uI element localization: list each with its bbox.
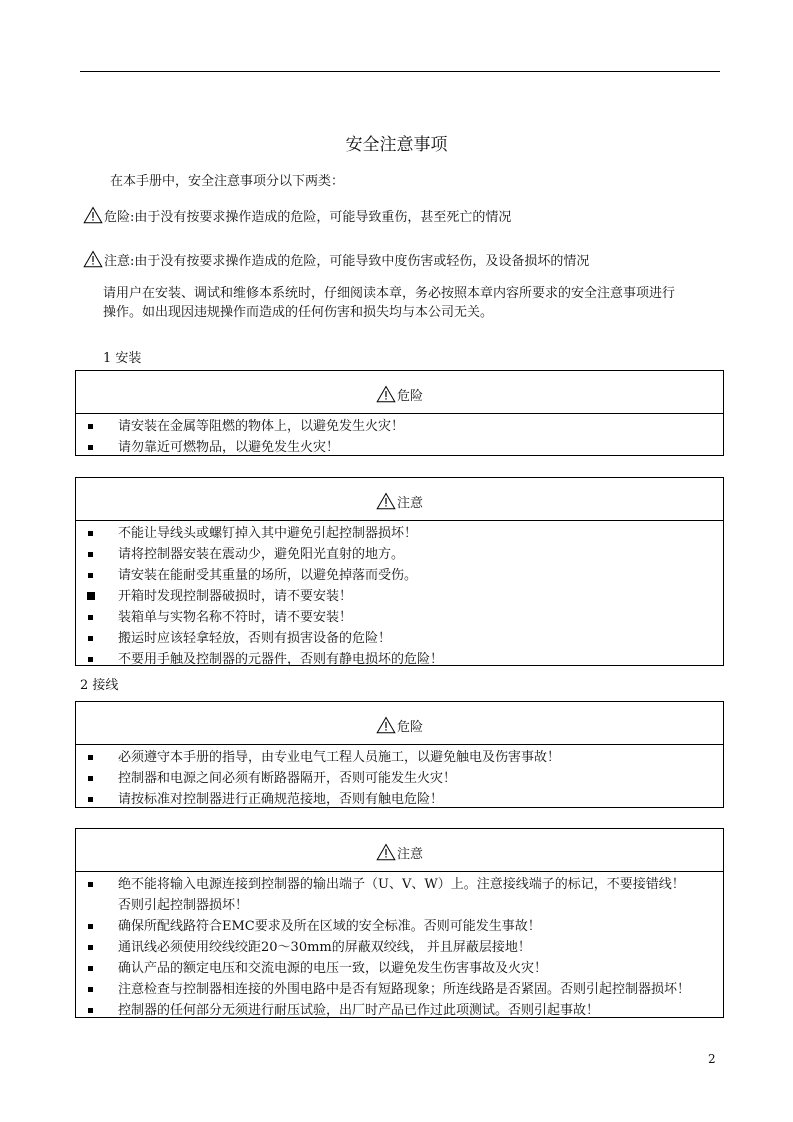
bullet-icon xyxy=(88,797,93,802)
list-item: 请按标准对控制器进行正确规范接地，否则有触电危险！ xyxy=(76,789,723,810)
bullet-icon xyxy=(87,592,95,600)
list-item: 通讯线必须使用绞线绞距20～30mm的屏蔽双绞线， 并且屏蔽层接地！ xyxy=(76,937,723,958)
wiring-caution-box xyxy=(75,828,724,1018)
list-item: 不要用手触及控制器的元器件，否则有静电损坏的危险！ xyxy=(76,649,723,670)
list-item: 请安装在能耐受其重量的场所，以避免掉落而受伤。 xyxy=(76,565,723,586)
list-item: 请勿靠近可燃物品，以避免发生火灾！ xyxy=(76,437,723,458)
notice-line-2: 操作。如出现因违规操作而造成的任何伤害和损失均与本公司无关。 xyxy=(103,305,494,320)
danger-definition xyxy=(83,206,511,228)
list-item: 请将控制器安装在震动少，避免阳光直射的地方。 xyxy=(76,544,723,565)
bullet-icon xyxy=(88,966,93,971)
bullet-icon xyxy=(88,987,93,992)
warning-icon xyxy=(83,206,103,224)
caution-definition xyxy=(83,250,589,272)
box-heading xyxy=(76,702,723,745)
install-danger-box xyxy=(75,370,724,456)
notice-line-1: 请用户在安装、调试和维修本系统时，仔细阅读本章，务必按照本章内容所要求的安全注意事项进行 xyxy=(103,286,676,301)
list-item: 控制器和电源之间必须有断路器隔开，否则可能发生火灾！ xyxy=(76,768,723,789)
box-heading xyxy=(76,478,723,521)
page-number: 2 xyxy=(708,1052,716,1066)
list-item: 绝不能将输入电源连接到控制器的输出端子（U、V、W）上。注意接线端子的标记，不要接错线！ xyxy=(76,874,723,895)
list-item: 控制器的任何部分无须进行耐压试验，出厂时产品已作过此项测试。否则引起事故！ xyxy=(76,1000,723,1021)
warning-icon xyxy=(376,716,396,734)
warning-icon xyxy=(376,843,396,861)
list-item: 搬运时应该轻拿轻放，否则有损害设备的危险！ xyxy=(76,628,723,649)
bullet-icon xyxy=(88,776,93,781)
wiring-danger-box xyxy=(75,701,724,808)
caution-definition-text: 注意:由于没有按要求操作造成的危险，可能导致中度伤害或轻伤，及设备损坏的情况 xyxy=(104,254,590,269)
list-item: 确认产品的额定电压和交流电源的电压一致，以避免发生伤害事故及火灾！ xyxy=(76,958,723,979)
bullet-icon xyxy=(88,445,93,450)
section-wiring-heading: 2 接线 xyxy=(80,678,119,693)
list-item: 确保所配线路符合EMC要求及所在区域的安全标准。否则可能发生事故！ xyxy=(76,916,723,937)
intro-text: 在本手册中，安全注意事项分以下两类： xyxy=(110,174,345,189)
list-item: 开箱时发现控制器破损时，请不要安装！ xyxy=(76,586,723,607)
bullet-icon xyxy=(88,424,93,429)
bullet-icon xyxy=(88,636,93,641)
box-heading-label: 危险 xyxy=(396,720,423,735)
box-heading xyxy=(76,371,723,414)
box-heading-label: 危险 xyxy=(396,389,423,404)
warning-icon xyxy=(376,492,396,510)
list-item: 必须遵守本手册的指导，由专业电气工程人员施工，以避免触电及伤害事故！ xyxy=(76,747,723,768)
list-item: 装箱单与实物名称不符时，请不要安装！ xyxy=(76,607,723,628)
bullet-icon xyxy=(88,945,93,950)
bullet-icon xyxy=(88,755,93,760)
list-item: 请安装在金属等阻燃的物体上，以避免发生火灾！ xyxy=(76,416,723,437)
bullet-icon xyxy=(88,531,93,536)
bullet-icon xyxy=(88,615,93,620)
list-item: 注意检查与控制器相连接的外围电路中是否有短路现象；所连线路是否紧固。否则引起控制器损坏！ xyxy=(76,979,723,1000)
bullet-icon xyxy=(88,552,93,557)
page-title: 安全注意事项 xyxy=(345,135,448,155)
bullet-icon xyxy=(88,573,93,578)
box-heading xyxy=(76,829,723,872)
box-heading-label: 注意 xyxy=(396,847,423,862)
warning-icon xyxy=(83,250,103,268)
bullet-icon xyxy=(88,882,93,887)
bullet-icon xyxy=(88,924,93,929)
header-rule xyxy=(80,71,720,72)
danger-definition-text: 危险:由于没有按要求操作造成的危险，可能导致重伤，甚至死亡的情况 xyxy=(104,210,512,225)
install-caution-box xyxy=(75,477,724,666)
list-item: 不能让导线头或螺钉掉入其中避免引起控制器损坏！ xyxy=(76,523,723,544)
box-heading-label: 注意 xyxy=(396,496,423,511)
bullet-icon xyxy=(88,1008,93,1013)
bullet-icon xyxy=(88,657,93,662)
section-install-heading: 1 安装 xyxy=(103,351,142,366)
list-item-continuation: 否则引起控制器损坏！ xyxy=(118,898,249,913)
warning-icon xyxy=(376,385,396,403)
